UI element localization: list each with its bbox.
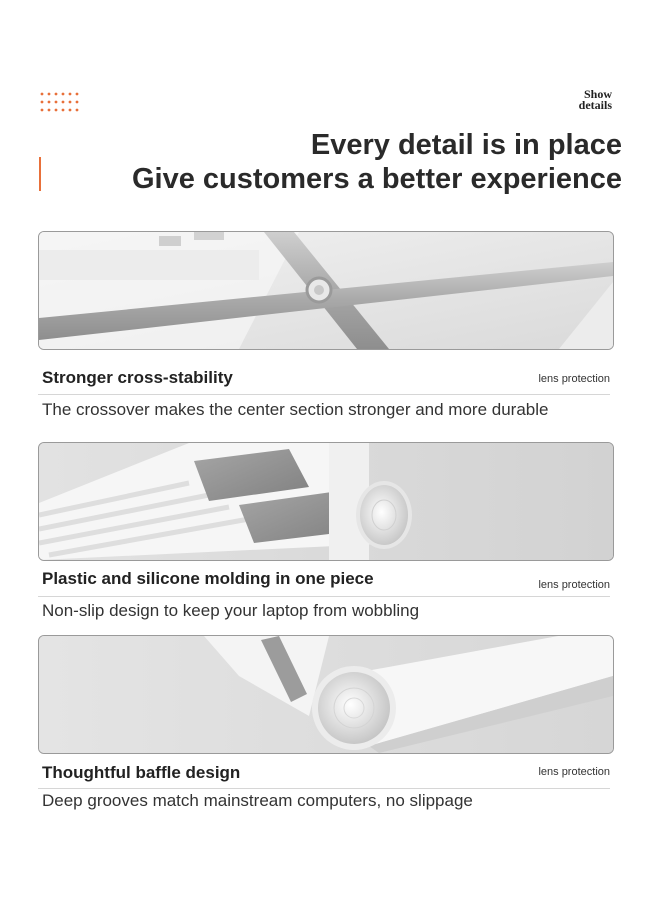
accent-bar [39,157,41,191]
show-details-badge [579,89,612,111]
silicone-pad-photo [38,442,614,561]
headline-line-1: Every detail is in place [310,129,622,161]
headline [132,128,622,196]
crossbar-photo [38,231,614,350]
divider-3 [38,788,610,789]
divider-2 [38,596,610,597]
feature-tag-2: lens protection [538,579,610,591]
headline-line-2: Give customers a better experience [131,163,622,195]
feature-tag-1: lens protection [538,373,610,385]
baffle-photo [38,635,614,754]
feature-title-2: Plastic and silicone molding in one piece [42,569,374,588]
feature-desc-1: The crossover makes the center section stronger and more durable [42,400,549,419]
feature-desc-2: Non-slip design to keep your laptop from wobbling [42,601,420,620]
badge-line-1: Show [583,87,612,101]
badge-line-2: details [578,98,612,112]
dot-grid-icon [40,91,82,113]
feature-desc-3: Deep grooves match mainstream computers, no slippage [42,791,473,810]
feature-title-1: Stronger cross-stability [42,368,233,387]
divider-1 [38,394,610,395]
feature-tag-3: lens protection [538,766,610,778]
feature-title-3: Thoughtful baffle design [42,763,241,782]
